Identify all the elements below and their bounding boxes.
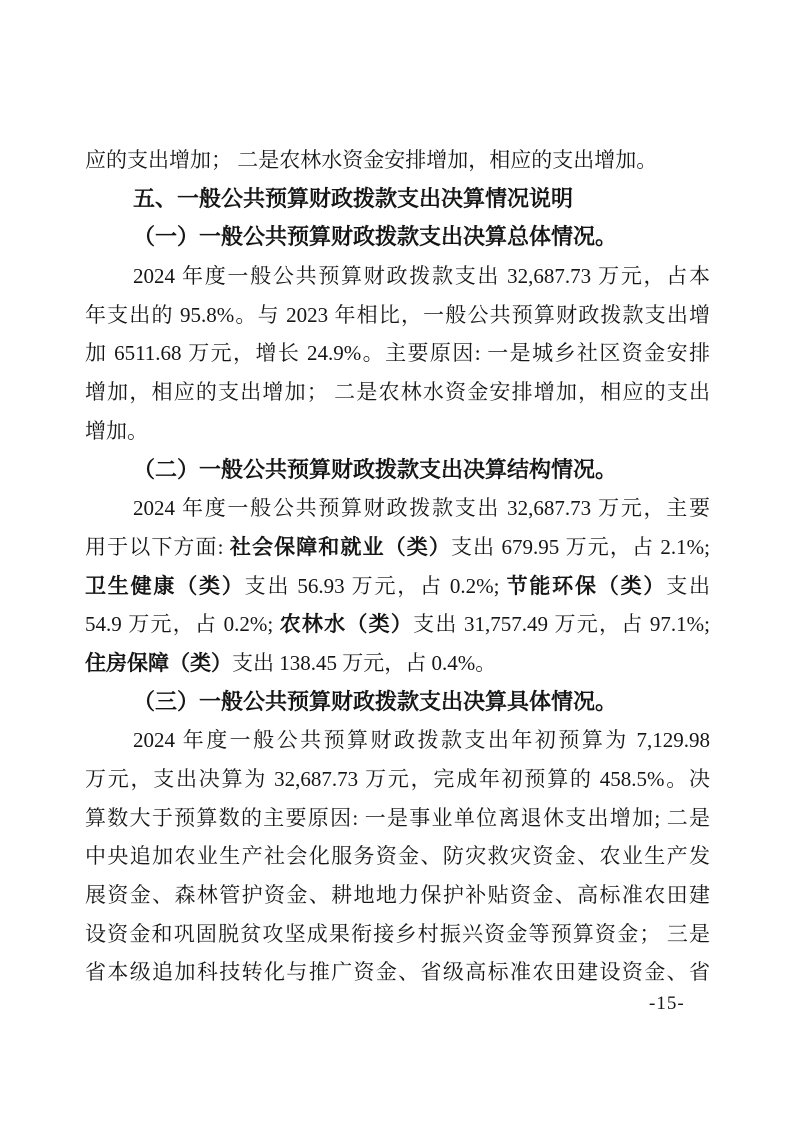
section-heading (85, 683, 710, 722)
text-line (85, 876, 710, 915)
body-text: 万元，支出决算为 32,687.73 万元，完成年初预算的 458.5%。决 (85, 767, 710, 791)
body-text: 54.9 万元，占 0.2%; (85, 612, 280, 637)
text-line (85, 644, 710, 683)
text-line (85, 334, 710, 373)
body-text: 年支出的 95.8%。与 2023 年相比，一般公共预算财政拨款支出增 (85, 302, 710, 327)
body-text: 设资金和巩固脱贫攻坚成果衔接乡村振兴资金等预算资金； 三是 (85, 921, 710, 946)
body-text: 中央追加农业生产社会化服务资金、防灾救灾资金、农业生产发 (85, 844, 710, 869)
text-line (85, 799, 710, 838)
emphasis-text: （一）一般公共预算财政拨款支出决算总体情况。 (133, 224, 618, 250)
emphasis-text: 社会保障和就业（类） (229, 535, 451, 559)
text-line (85, 605, 710, 644)
emphasis-text: 节能环保（类） (506, 574, 667, 598)
section-heading (85, 218, 710, 257)
text-line (85, 489, 710, 528)
text-line (85, 721, 710, 760)
body-text: 算数大于预算数的主要原因: 一是事业单位离退休支出增加; 二是 (85, 805, 710, 830)
body-text: 加 6511.68 万元，增长 24.9%。主要原因: 一是城乡社区资金安排 (85, 341, 710, 366)
text-line (85, 837, 710, 876)
text-line (85, 528, 710, 567)
emphasis-text: （二）一般公共预算财政拨款支出决算结构情况。 (133, 456, 618, 482)
text-line (85, 257, 710, 296)
text-line (85, 760, 710, 799)
text-line (85, 915, 710, 954)
body-text: 支出 138.45 万元，占 0.4%。 (232, 650, 497, 675)
section-heading (85, 451, 710, 490)
emphasis-text: （三）一般公共预算财政拨款支出决算具体情况。 (133, 688, 618, 714)
body-text: 展资金、森林管护资金、耕地地力保护补贴资金、高标准农田建 (85, 883, 710, 908)
text-line (85, 373, 710, 412)
body-text: 增加。 (85, 418, 148, 443)
body-text: 2024 年度一般公共预算财政拨款支出 32,687.73 万元，占本 (133, 264, 710, 289)
body-text: 支出 679.95 万元，占 2.1%; (450, 534, 711, 559)
emphasis-text: 农林水（类） (279, 613, 414, 637)
body-text: 2024 年度一般公共预算财政拨款支出 32,687.73 万元，主要 (133, 496, 710, 521)
body-text: 支出 31,757.49 万元，占 97.1%; (413, 612, 711, 637)
text-line (85, 141, 710, 180)
emphasis-text: 住房保障（类） (85, 651, 232, 675)
text-line (85, 953, 710, 992)
emphasis-text: 五、一般公共预算财政拨款支出决算情况说明 (133, 185, 574, 211)
emphasis-text: 卫生健康（类） (85, 574, 245, 598)
body-text: 2024 年度一般公共预算财政拨款支出年初预算为 7,129.98 (133, 728, 710, 753)
body-text: 支出 (666, 573, 711, 598)
text-line (85, 296, 710, 335)
section-heading (85, 180, 710, 219)
body-text: 应的支出增加； 二是农林水资金安排增加，相应的支出增加。 (85, 148, 658, 172)
body-text: 用于以下方面: (85, 534, 230, 559)
text-line (85, 412, 710, 451)
page-number: -15- (649, 993, 685, 1014)
text-line (85, 567, 710, 606)
body-text: 支出 56.93 万元，占 0.2%; (244, 573, 507, 598)
body-text: 增加，相应的支出增加； 二是农林水资金安排增加，相应的支出 (85, 380, 710, 405)
document-content (85, 141, 710, 992)
body-text: 省本级追加科技转化与推广资金、省级高标准农田建设资金、省 (85, 960, 710, 985)
